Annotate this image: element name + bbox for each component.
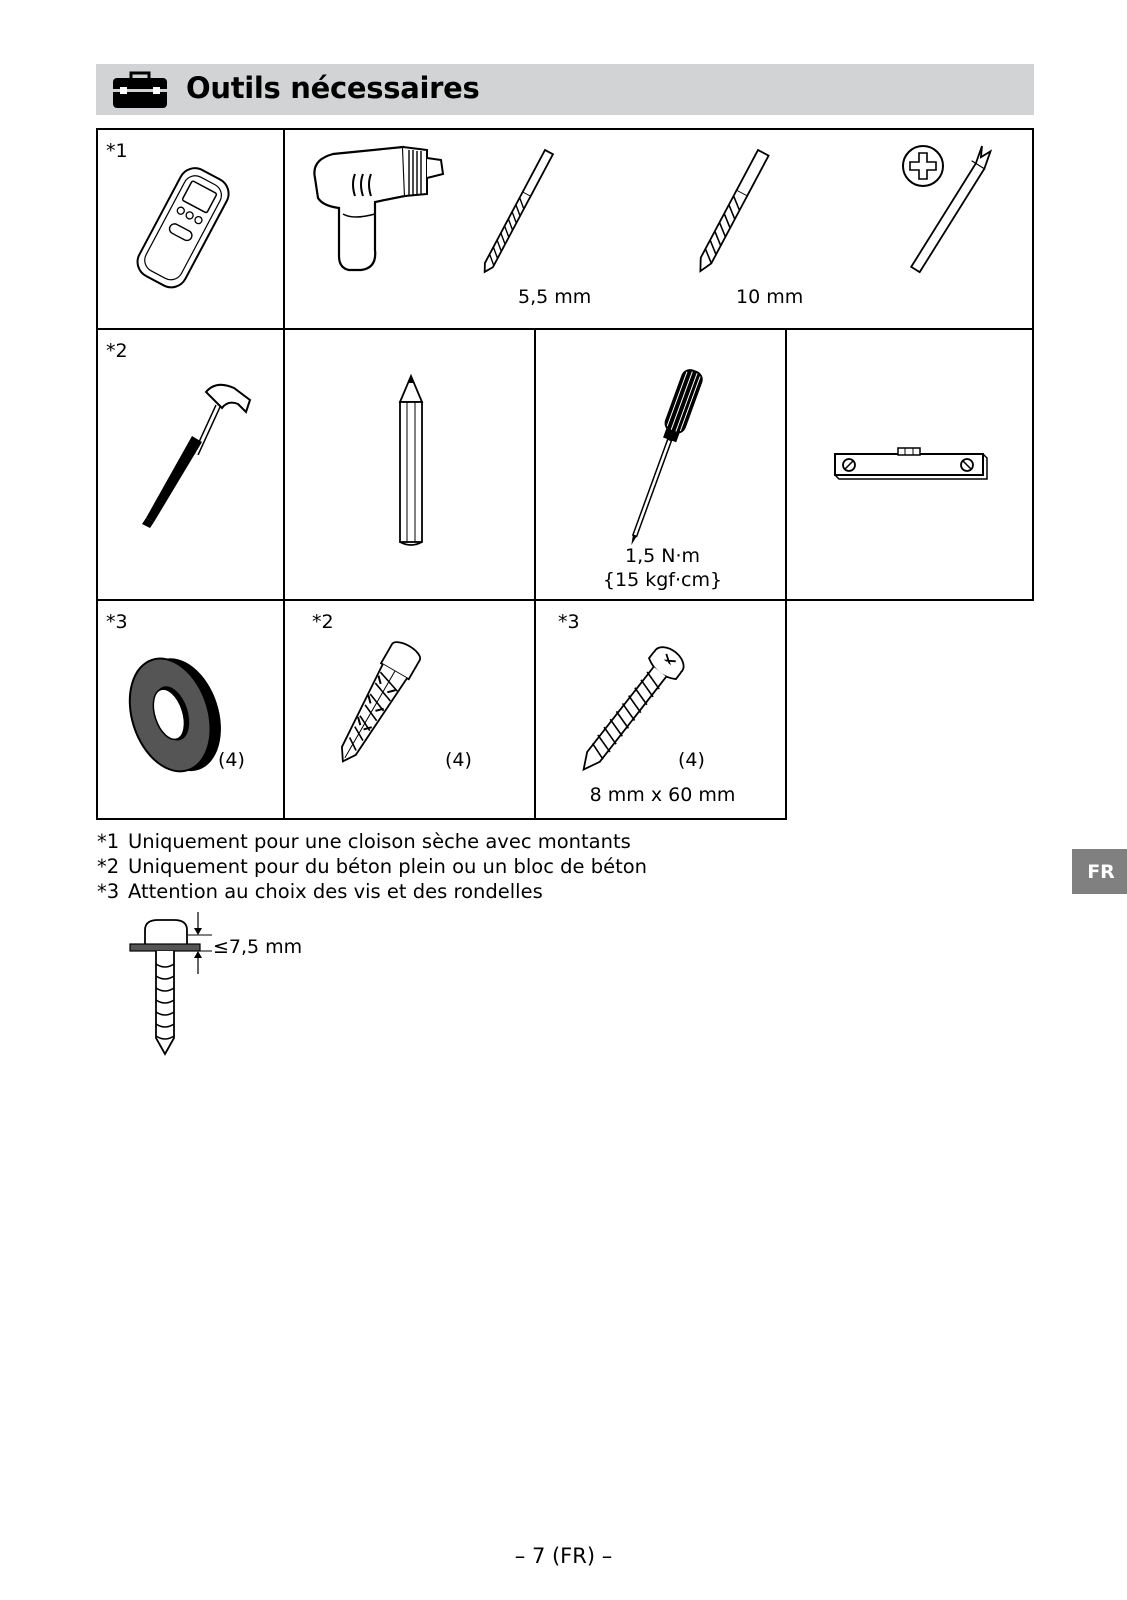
- cell-pencil: [283, 328, 536, 601]
- footnote-marker: *1: [106, 140, 128, 162]
- page-title: Outils nécessaires: [186, 71, 480, 105]
- footnote-key: *1: [97, 830, 120, 853]
- footnote-key: *3: [97, 880, 120, 903]
- footnote-marker: *2: [312, 611, 334, 633]
- torque-label: 1,5 N·m: [624, 545, 701, 567]
- torque-label-alt: {15 kgf·cm}: [602, 569, 723, 591]
- screw-washer-diagram: [118, 912, 218, 1062]
- footnote: [97, 879, 647, 904]
- cell-screwdriver: [534, 328, 787, 601]
- footnote-marker: *3: [558, 611, 580, 633]
- language-tab: FR: [1072, 849, 1127, 894]
- section-header: [96, 64, 1034, 115]
- pencil-icon: [285, 330, 538, 603]
- spirit-level-icon: [787, 330, 1036, 603]
- toolbox-icon: [112, 70, 168, 110]
- footnote-marker: *2: [106, 340, 128, 362]
- bit-size-label: 5,5 mm: [518, 286, 592, 308]
- cell-washer: [96, 599, 285, 820]
- footnote-text: Uniquement pour du béton plein ou un bloc de béton: [128, 855, 648, 878]
- dimension-label: ≤7,5 mm: [213, 936, 303, 958]
- page-number: – 7 (FR) –: [514, 1544, 613, 1568]
- wall-anchor-icon: [285, 601, 538, 822]
- cell-stud-finder: [96, 128, 285, 330]
- footnote: [97, 854, 647, 879]
- drill-icon: [285, 130, 1036, 332]
- cell-drilling-tools: [283, 128, 1034, 330]
- quantity-label: (4): [445, 749, 472, 771]
- stud-finder-icon: [98, 130, 287, 332]
- cell-hammer: [96, 328, 285, 601]
- footnote-text: Uniquement pour une cloison sèche avec montants: [128, 830, 631, 853]
- quantity-label: (4): [678, 749, 705, 771]
- cell-screw: [534, 599, 787, 820]
- washer-icon: [98, 601, 287, 822]
- cell-anchor: [283, 599, 536, 820]
- hammer-icon: [98, 330, 287, 603]
- footnote: [97, 829, 647, 854]
- bit-size-label: 10 mm: [736, 286, 804, 308]
- footnotes: [97, 829, 647, 904]
- quantity-label: (4): [218, 749, 245, 771]
- screw-size-label: 8 mm x 60 mm: [589, 784, 736, 806]
- cell-level: [785, 328, 1034, 601]
- footnote-text: Attention au choix des vis et des rondelles: [128, 880, 543, 903]
- footnote-key: *2: [97, 855, 120, 878]
- footnote-marker: *3: [106, 611, 128, 633]
